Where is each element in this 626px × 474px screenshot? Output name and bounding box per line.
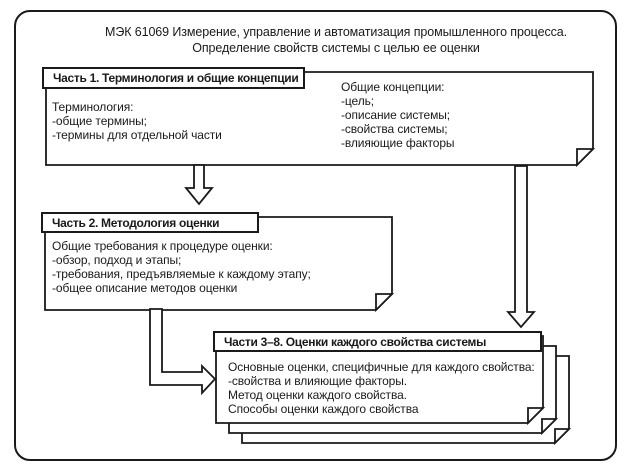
- arrow-down-part1-to-part2-icon: [186, 165, 212, 204]
- text-line: Общие концепции:: [341, 80, 445, 94]
- text-line: -цель;: [341, 94, 374, 108]
- arrow-elbow-part2-to-parts3-8-icon: [150, 309, 215, 393]
- text-line: Основные оценки, специфичные для каждого свойства:: [228, 360, 535, 374]
- text-line: -общие термины;: [52, 114, 147, 128]
- text-line: -свойства и влияющие факторы.: [228, 374, 407, 388]
- part2-body: [52, 239, 311, 295]
- part1-header: [42, 67, 305, 89]
- diagram-title-line1: МЭК 61069 Измерение, управление и автоматизация промышленного процесса.: [105, 25, 567, 39]
- text-line: -свойства системы;: [341, 122, 448, 136]
- part2-header: [41, 212, 259, 233]
- text-line: Общие требования к процедуре оценки:: [52, 239, 273, 253]
- part2-header-label: Часть 2. Методология оценки: [52, 215, 220, 230]
- text-line: Терминология:: [52, 100, 134, 114]
- text-line: -влияющие факторы: [341, 136, 455, 150]
- text-line: -требования, предъявляемые к каждому этапу;: [52, 267, 311, 281]
- part1-left-column: [52, 100, 222, 142]
- part2-folded-corner-icon: [376, 294, 392, 310]
- text-line: -обзор, подход и этапы;: [52, 253, 182, 267]
- parts3-8-body: [228, 360, 535, 416]
- parts3-8-folded-corner-back-icon: [555, 429, 569, 443]
- diagram-title-line2: Определение свойств системы с целью ее оценки: [192, 41, 480, 55]
- parts3-8-header-label: Части 3–8. Оценки каждого свойства системы: [224, 334, 487, 349]
- diagram-title: [60, 24, 612, 56]
- text-line: Метод оценки каждого свойства.: [228, 388, 407, 402]
- part1-header-label: Часть 1. Терминология и общие концепции: [53, 71, 299, 85]
- text-line: -термины для отдельной части: [52, 128, 222, 142]
- part1-folded-corner-icon: [577, 149, 593, 165]
- arrow-down-part1-to-parts3-8-icon: [508, 166, 534, 327]
- text-line: Способы оценки каждого свойства: [228, 402, 419, 416]
- parts3-8-header: [213, 331, 542, 352]
- part1-right-column: [341, 80, 454, 150]
- text-line: -общее описание методов оценки: [52, 281, 238, 295]
- text-line: -описание системы;: [341, 108, 451, 122]
